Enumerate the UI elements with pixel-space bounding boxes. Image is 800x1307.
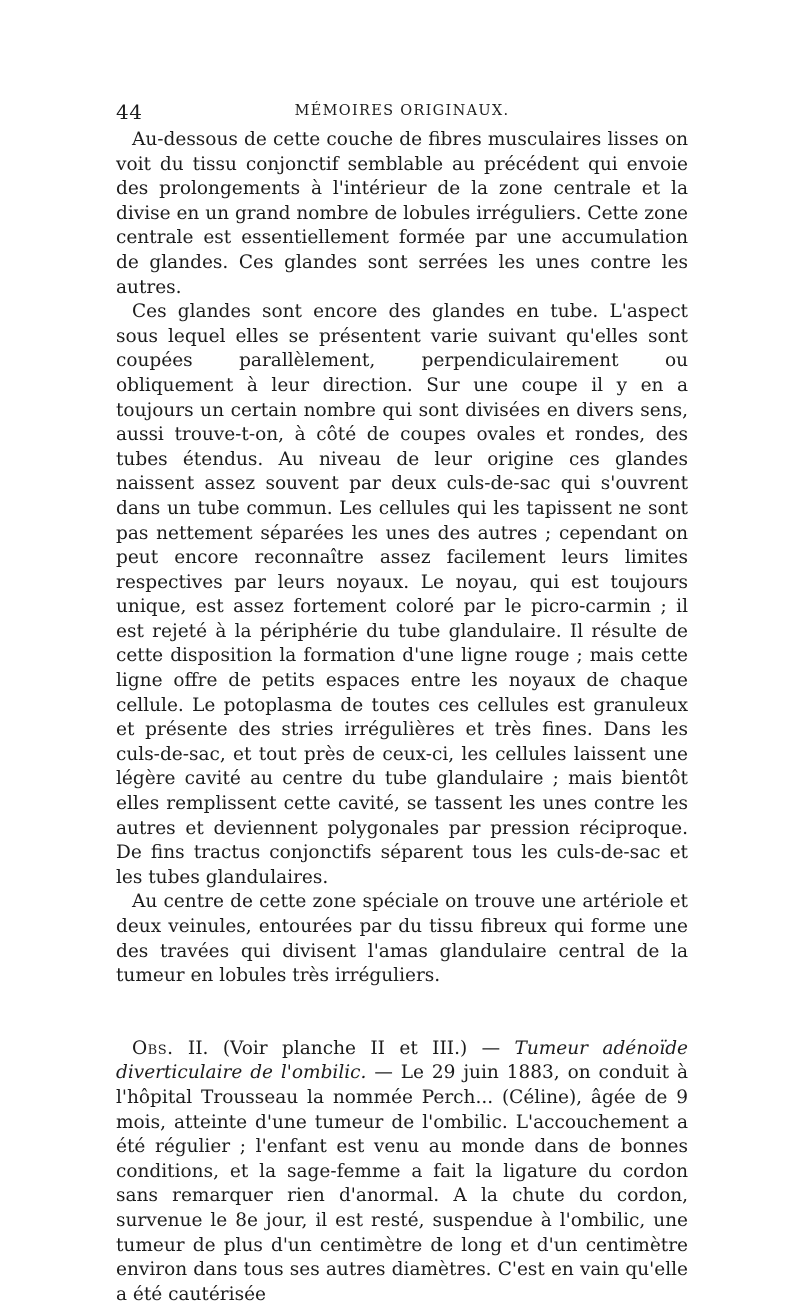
running-header — [116, 100, 688, 126]
page-number: 44 — [116, 100, 143, 124]
body-text — [116, 128, 688, 1307]
observation-paragraph — [116, 1037, 688, 1307]
observation-reference: II. (Voir planche II et III.) — — [173, 1037, 515, 1059]
observation-title: Tumeur adénoïde diverticulaire de l'ombilic. — [116, 1037, 688, 1084]
paragraph-1: Au-dessous de cette couche de fibres musculaires lisses on voit du tissu conjonctif semblable au précédent qui envoie des prolongements à l'intérieur de la zone centrale et la divise en un grand nombre de lobules irréguliers. Cette zone centrale est essentiellement formée par une accumulation de glandes. Ces glandes sont serrées les unes contre les autres. — [116, 129, 688, 298]
paragraph-3: Au centre de cette zone spéciale on trouve une artériole et deux veinules, entourées par du tissu fibreux qui forme une des travées qui divisent l'amas glandulaire central de la tumeur en lobules très irréguliers. — [116, 891, 688, 987]
observation-label: Obs. — [132, 1037, 174, 1059]
paragraph-2: Ces glandes sont encore des glandes en tube. L'aspect sous lequel elles se présentent varie suivant qu'elles sont coupées parallèlement, perpendiculairement ou obliquement à leur direction. Sur une coupe il y en a toujours un certain nombre qui sont divisées en divers sens, aussi trouve-t-on, à côté de coupes ovales et rondes, des tubes étendus. Au niveau de leur origine ces glandes naissent assez souvent par deux culs-de-sac qui s'ouvrent dans un tube commun. Les cellules qui les tapissent ne sont pas nettement séparées les unes des autres ; cependant on peut encore reconnaître assez facilement leurs limites respectives par leurs noyaux. Le noyau, qui est toujours unique, est assez fortement coloré par le picro-carmin ; il est rejeté à la périphérie du tube glandulaire. Il résulte de cette disposition la formation d'une ligne rouge ; mais cette ligne offre de petits espaces entre les noyaux de chaque cellule. Le potoplasma de toutes ces cellules est granuleux et présente des stries irrégulières et très fines. Dans les culs-de-sac, et tout près de ceux-ci, les cellules laissent une légère cavité au centre du tube glandulaire ; mais bientôt elles remplissent cette cavité, se tassent les unes contre les autres et deviennent polygonales par pression réciproque. De fins tractus conjonctifs séparent tous les culs-de-sac et les tubes glandulaires. — [116, 301, 688, 888]
header-title: MÉMOIRES ORIGINAUX. — [294, 103, 510, 119]
observation-text: — Le 29 juin 1883, on conduit à l'hôpital Trousseau la nommée Perch... (Céline), âgée de 9 mois, atteinte d'une tumeur de l'ombilic. L'accouchement a été régulier ; l'enfant est venu au monde dans de bonnes conditions, et la sage-femme a fait la ligature du cordon sans remarquer rien d'anormal. A la chute du cordon, survenue le 8e jour, il est resté, suspendue à l'ombilic, une tumeur de plus d'un centimètre de long et d'un centimètre environ dans tous ses autres diamètres. C'est en vain qu'elle a été cautérisée — [116, 1062, 689, 1305]
section-spacer — [116, 989, 688, 1037]
